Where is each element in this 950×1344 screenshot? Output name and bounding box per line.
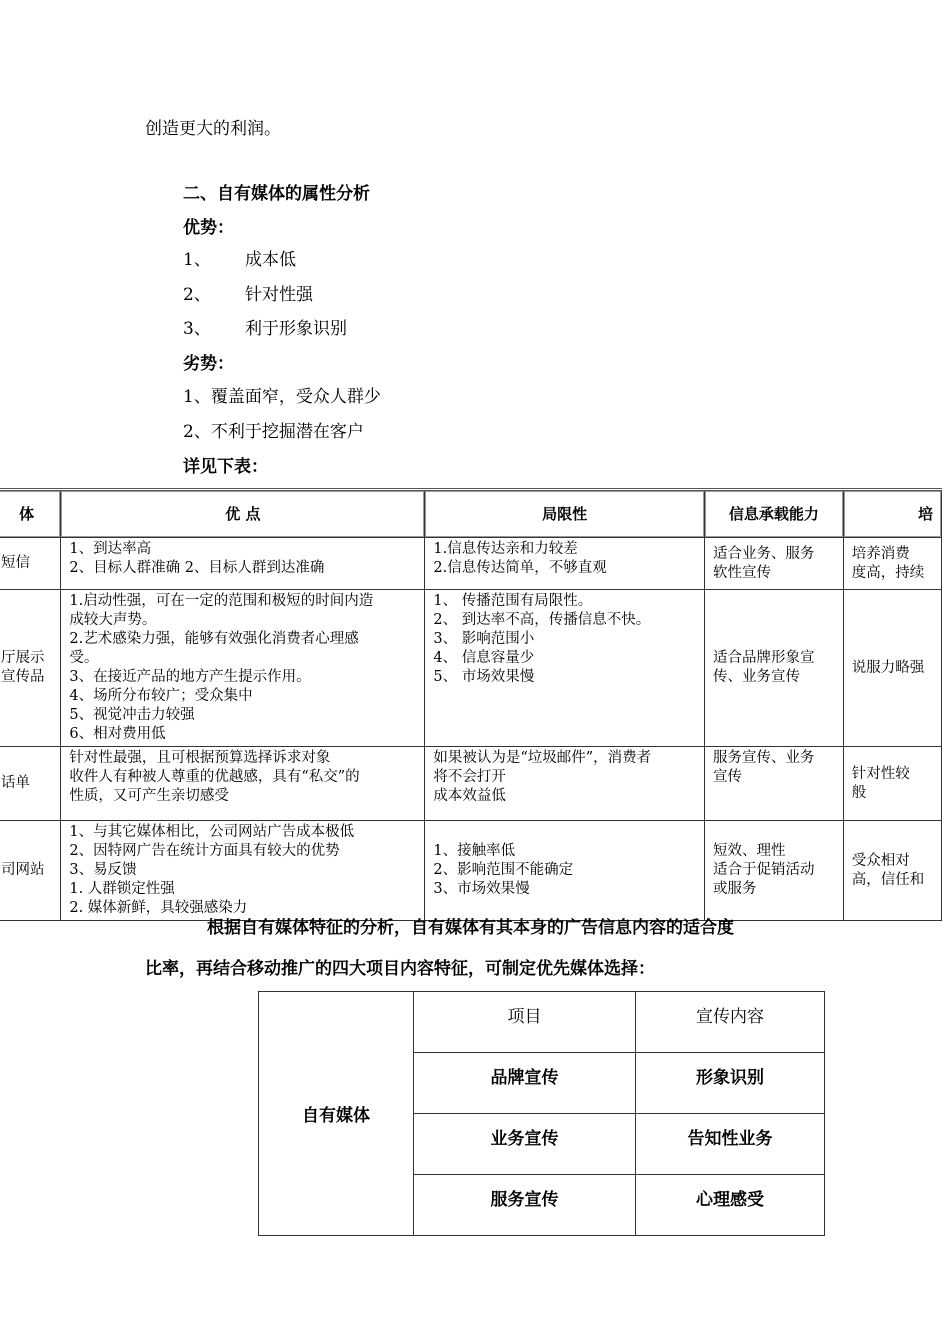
cell-line: 如果被认为是“垃圾邮件”，消费者 <box>433 750 652 766</box>
cell-line: 培养消费 <box>851 545 910 562</box>
cultivate-cell <box>843 590 941 747</box>
cell-line: 3、市场效果慢 <box>433 881 530 897</box>
list-number: 2、 <box>183 285 211 305</box>
cell-line: 1.信息传达亲和力较差 <box>433 541 578 557</box>
cell-line: 软性宣传 <box>713 564 772 581</box>
cell-line: 3、在接近产品的地方产生提示作用。 <box>69 669 311 685</box>
see-below-label: 详见下表： <box>183 457 268 477</box>
cell-line: 2.信息传达简单，不够直观 <box>433 560 607 576</box>
header-media: 体 <box>0 490 61 538</box>
cultivate-cell <box>843 538 941 590</box>
cell-line: 1. 人群锁定性强 <box>69 881 175 897</box>
capacity-cell <box>705 747 844 821</box>
cell-line: 收件人有种被人尊重的优越感，具有“私交”的 <box>69 769 360 785</box>
cell-line: 短效、理性 <box>713 843 786 859</box>
limits-cell <box>425 590 705 747</box>
section-heading: 二、自有媒体的属性分析 <box>183 184 370 204</box>
header-content: 宣传内容 <box>636 992 825 1053</box>
media-name: 短信 <box>1 555 30 571</box>
group-label-cell: 自有媒体 <box>259 992 414 1236</box>
media-name: 司网站 <box>1 862 45 878</box>
advantages-label: 优势： <box>183 218 234 238</box>
capacity-cell <box>705 821 844 921</box>
conclusion-line-1: 根据自有媒体特征的分析，自有媒体有其本身的广告信息内容的适合度 <box>207 918 734 938</box>
cell-line: 4、 信息容量少 <box>433 650 535 666</box>
cell-line: 2、 到达率不高，传播信息不快。 <box>433 612 651 628</box>
item-cell: 品牌宣传 <box>414 1053 636 1114</box>
list-text: 成本低 <box>245 250 296 270</box>
cell-line: 5、 市场效果慢 <box>433 669 535 685</box>
priority-media-table <box>258 991 825 1236</box>
cell-line: 针对性较 <box>851 765 910 782</box>
advantages-cell <box>61 590 425 747</box>
table-row <box>259 992 825 1053</box>
cell-line: 将不会打开 <box>433 769 506 785</box>
header-limits: 局限性 <box>425 490 705 538</box>
header-capacity: 信息承载能力 <box>705 490 844 538</box>
table-header-row <box>0 490 942 538</box>
cell-line: 1、 传播范围有局限性。 <box>433 593 593 609</box>
table-row <box>0 538 942 590</box>
cell-line: 2. 媒体新鲜，具较强感染力 <box>69 900 248 916</box>
disadvantages-label: 劣势： <box>183 354 234 374</box>
cell-line: 受。 <box>69 650 99 666</box>
media-name: 宣传品 <box>1 669 45 685</box>
cell-line: 适合品牌形象宣 <box>713 650 815 666</box>
cell-line: 1.启动性强，可在一定的范围和极短的时间内造 <box>69 593 374 609</box>
cell-line: 2、因特网广告在统计方面具有较大的优势 <box>69 843 340 859</box>
table-row <box>0 590 942 747</box>
cell-line: 服务宣传、业务 <box>713 750 815 766</box>
cell-line: 成较大声势。 <box>69 612 157 628</box>
cell-line: 1、接触率低 <box>433 843 516 859</box>
media-name: 厅展示 <box>1 650 45 666</box>
list-number: 1、 <box>183 250 211 270</box>
cell-line: 1、到达率高 <box>69 541 152 557</box>
cultivate-cell <box>843 821 941 921</box>
cultivate-cell <box>843 747 941 821</box>
cell-line: 说服力略强 <box>851 659 925 676</box>
media-name-cell <box>0 538 61 590</box>
list-text: 利于形象识别 <box>245 319 347 339</box>
disadvantage-item: 1、覆盖面窄，受众人群少 <box>183 387 381 407</box>
item-cell: 业务宣传 <box>414 1114 636 1175</box>
cell-line: 受众相对 <box>851 852 910 869</box>
media-name-cell <box>0 747 61 821</box>
advantage-item <box>183 317 347 341</box>
limits-cell <box>425 747 705 821</box>
cell-line: 适合业务、服务 <box>713 545 815 562</box>
media-name-cell <box>0 821 61 921</box>
advantages-cell <box>61 747 425 821</box>
cell-line: 度高，持续 <box>851 564 925 581</box>
cell-line: 5、视觉冲击力较强 <box>69 707 195 723</box>
content-cell: 心理感受 <box>636 1175 825 1236</box>
table-row <box>0 747 942 821</box>
list-text: 针对性强 <box>245 285 313 305</box>
cell-line: 4、场所分布较广；受众集中 <box>69 688 253 704</box>
cell-line: 3、易反馈 <box>69 862 137 878</box>
advantages-cell <box>61 821 425 921</box>
cell-line: 高，信任和 <box>851 871 925 888</box>
limits-cell <box>425 821 705 921</box>
table-row <box>0 821 942 921</box>
cell-line: 针对性最强，且可根据预算选择诉求对象 <box>69 750 331 766</box>
header-cultivate: 培 <box>843 490 941 538</box>
cell-line: 性质，又可产生亲切感受 <box>69 788 229 804</box>
cell-line: 宣传 <box>713 769 743 785</box>
media-name: 话单 <box>1 775 30 791</box>
item-cell: 服务宣传 <box>414 1175 636 1236</box>
cell-line: 2、影响范围不能确定 <box>433 862 574 878</box>
capacity-cell <box>705 538 844 590</box>
cell-line: 6、相对费用低 <box>69 726 166 742</box>
content-cell: 形象识别 <box>636 1053 825 1114</box>
advantages-cell <box>61 538 425 590</box>
media-comparison-table <box>0 488 942 921</box>
cell-line: 或服务 <box>713 881 757 897</box>
intro-line: 创造更大的利润。 <box>145 119 281 139</box>
header-item: 项目 <box>414 992 636 1053</box>
conclusion-line-2: 比率，再结合移动推广的四大项目内容特征，可制定优先媒体选择： <box>145 959 655 979</box>
advantage-item <box>183 283 313 307</box>
cell-line: 适合于促销活动 <box>713 862 815 878</box>
advantage-item <box>183 248 296 272</box>
cell-line: 成本效益低 <box>433 788 506 804</box>
list-number: 3、 <box>183 319 211 339</box>
header-advantages: 优 点 <box>61 490 425 538</box>
cell-line: 般 <box>851 784 867 801</box>
content-cell: 告知性业务 <box>636 1114 825 1175</box>
disadvantage-item: 2、不利于挖掘潜在客户 <box>183 422 364 442</box>
cell-line: 1、与其它媒体相比，公司网站广告成本极低 <box>69 824 355 840</box>
media-name-cell <box>0 590 61 747</box>
cell-line: 2.艺术感染力强，能够有效强化消费者心理感 <box>69 631 359 647</box>
cell-line: 3、 影响范围小 <box>433 631 535 647</box>
cell-line: 2、目标人群准确 2、目标人群到达准确 <box>69 560 325 576</box>
limits-cell <box>425 538 705 590</box>
capacity-cell <box>705 590 844 747</box>
cell-line: 传、业务宣传 <box>713 669 801 685</box>
